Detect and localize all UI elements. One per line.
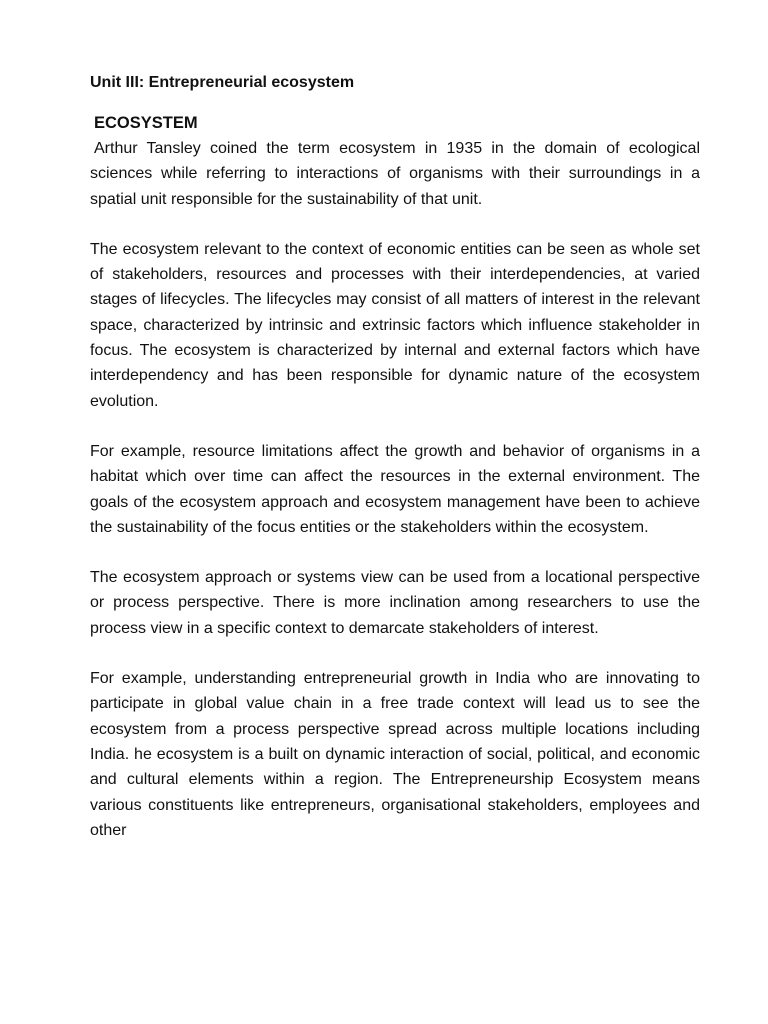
paragraph-resource-example: For example, resource limitations affect the growth and behavior of organisms in a habitat which over time can affect the resources in the external environment. The goals of the ecosystem approach and ecosystem management have been to achieve the sustainability of the focus entities or the stakeholders within the ecosystem.: [90, 442, 700, 536]
paragraph-india-example: For example, understanding entrepreneurial growth in India who are innovating to participate in global value chain in a free trade context will lead us to see the ecosystem from a process perspective spread across multiple locations including India. he ecosystem is a built on dynamic interaction of social, political, and economic and cultural elements within a region. The Entrepreneurship Ecosystem means various constituents like entrepreneurs, organisational stakeholders, employees and other: [90, 670, 700, 839]
paragraph-economic-ecosystem: The ecosystem relevant to the context of economic entities can be seen as whole set of stakeholders, resources and processes with their interdependencies, at varied stages of lifecycles. The lifecycles may consist of all matters of interest in the relevant space, characterized by intrinsic and extrinsic factors which influence stakeholder in focus. The ecosystem is characterized by internal and external factors which have interdependency and has been responsible for dynamic nature of the ecosystem evolution.: [90, 240, 700, 410]
document-page: [90, 70, 700, 843]
paragraph-systems-view: The ecosystem approach or systems view can be used from a locational perspective or process perspective. There is more inclination among researchers to use the process view in a specific context to demarcate stakeholders of interest.: [90, 569, 700, 637]
unit-title: Unit III: Entrepreneurial ecosystem: [90, 74, 355, 91]
paragraph-tansley: Arthur Tansley coined the term ecosystem in 1935 in the domain of ecological sciences while referring to interactions of organisms with their surroundings in a spatial unit responsible for the sustainability of that unit.: [90, 140, 700, 208]
section-heading: ECOSYSTEM: [94, 114, 198, 132]
